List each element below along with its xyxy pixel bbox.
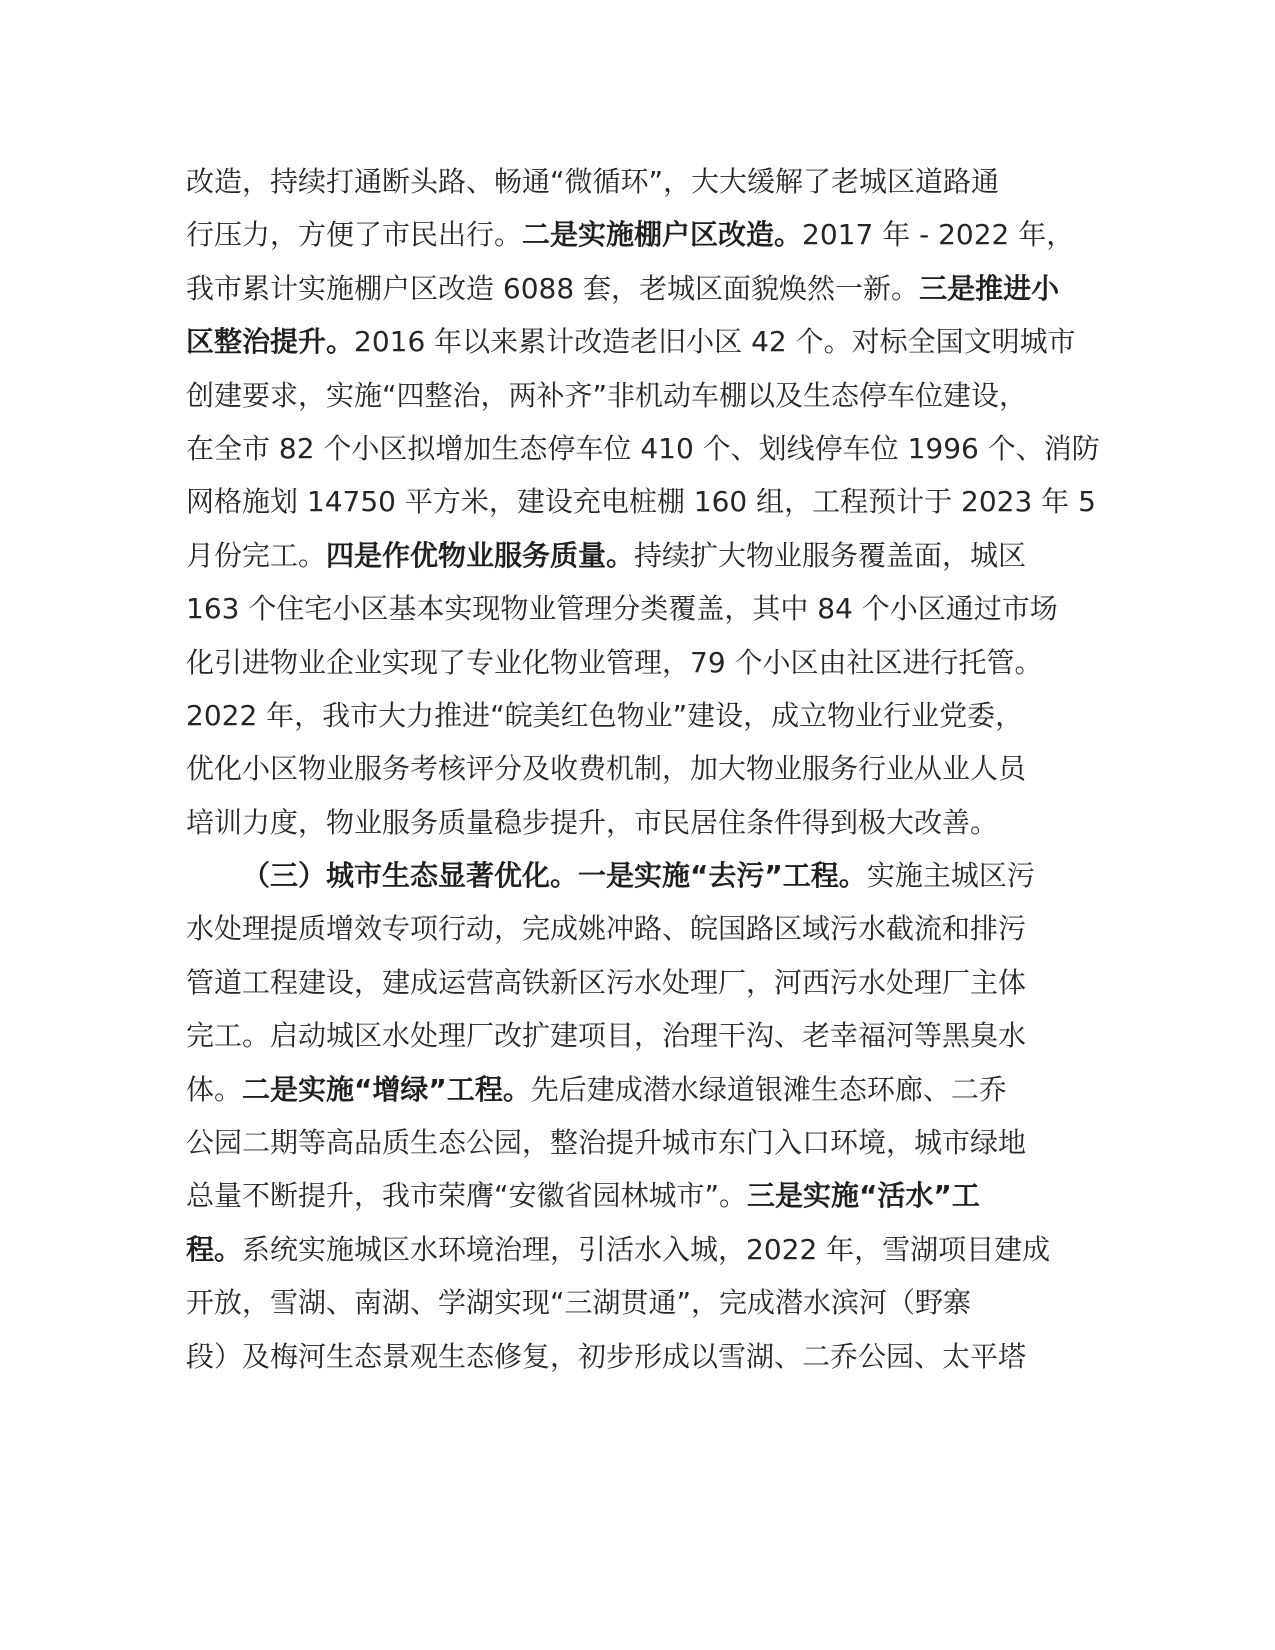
text-line bbox=[186, 155, 1086, 208]
text-run: 创建要求，实施“四整治，两补齐”非机动车棚以及生态停车位建设， bbox=[186, 378, 1028, 412]
text-line bbox=[186, 1330, 1086, 1383]
bold-text-run: 区整治提升。 bbox=[186, 325, 355, 359]
text-run: 163 个住宅小区基本实现物业管理分类覆盖，其中 84 个小区通过市场 bbox=[186, 592, 1058, 626]
bold-text-run: 二是实施“增绿”工程。 bbox=[242, 1072, 531, 1106]
bold-text-run: 程。 bbox=[186, 1232, 243, 1266]
text-run: 优化小区物业服务考核评分及收费机制，加大物业服务行业从业人员 bbox=[186, 752, 1027, 786]
text-line bbox=[186, 636, 1086, 689]
text-line bbox=[186, 582, 1086, 635]
bold-text-run: （三）城市生态显著优化。一是实施“去污”工程。 bbox=[242, 859, 867, 893]
text-run: 系统实施城区水环境治理，引活水入城，2022 年，雪湖项目建成 bbox=[242, 1232, 1051, 1266]
text-run: 先后建成潜水绿道银滩生态环廊、二乔 bbox=[530, 1072, 1007, 1106]
text-line bbox=[186, 208, 1086, 261]
bold-text-run: 二是实施棚户区改造。 bbox=[522, 218, 803, 252]
bold-text-run: 三是实施“活水”工 bbox=[747, 1179, 980, 1213]
text-run: 2016 年以来累计改造老旧小区 42 个。对标全国文明城市 bbox=[354, 325, 1076, 359]
text-line bbox=[186, 902, 1086, 955]
text-line bbox=[186, 689, 1086, 742]
text-line bbox=[186, 529, 1086, 582]
text-line bbox=[186, 422, 1100, 475]
text-run: 开放，雪湖、南湖、学湖实现“三湖贯通”，完成潜水滨河（野寨 bbox=[186, 1286, 972, 1320]
text-line bbox=[186, 956, 1086, 1009]
text-run: 化引进物业企业实现了专业化物业管理，79 个小区由社区进行托管。 bbox=[186, 645, 1043, 679]
text-line bbox=[186, 1223, 1086, 1276]
text-line bbox=[186, 1276, 1086, 1329]
text-run: 我市累计实施棚户区改造 6088 套，老城区面貌焕然一新。 bbox=[186, 271, 920, 305]
text-run: 在全市 82 个小区拟增加生态停车位 410 个、划线停车位 1996 个、消防 bbox=[186, 431, 1100, 465]
text-line bbox=[186, 1063, 1086, 1116]
text-run: 公园二期等高品质生态公园，整治提升城市东门入口环境，城市绿地 bbox=[186, 1126, 1027, 1160]
bold-text-run: 三是推进小 bbox=[919, 271, 1060, 305]
text-run: 完工。启动城区水处理厂改扩建项目，治理干沟、老幸福河等黑臭水 bbox=[186, 1019, 1027, 1053]
text-run: 段）及梅河生态景观生态修复，初步形成以雪湖、二乔公园、太平塔 bbox=[186, 1339, 1027, 1373]
text-line bbox=[186, 262, 1086, 315]
text-run: 总量不断提升，我市荣膺“安徽省园林城市”。 bbox=[186, 1179, 748, 1213]
text-run: 行压力，方便了市民出行。 bbox=[186, 218, 523, 252]
text-run: 管道工程建设，建成运营高铁新区污水处理厂，河西污水处理厂主体 bbox=[186, 965, 1027, 999]
text-run: 持续扩大物业服务覆盖面，城区 bbox=[634, 538, 1027, 572]
text-run: 改造，持续打通断头路、畅通“微循环”，大大缓解了老城区道路通 bbox=[186, 165, 1000, 198]
text-line bbox=[186, 849, 1086, 902]
text-run: 体。 bbox=[186, 1072, 243, 1106]
text-run: 月份完工。 bbox=[186, 538, 327, 572]
text-run: 实施主城区污 bbox=[866, 859, 1035, 893]
text-line bbox=[186, 315, 1086, 368]
body-text bbox=[186, 155, 1100, 1383]
text-run: 水处理提质增效专项行动，完成姚冲路、皖国路区域污水截流和排污 bbox=[186, 912, 1027, 946]
text-line bbox=[186, 369, 1086, 422]
text-run: 2022 年，我市大力推进“皖美红色物业”建设，成立物业行业党委， bbox=[186, 698, 1024, 732]
text-run: 2017 年 - 2022 年， bbox=[802, 218, 1075, 252]
text-line bbox=[186, 1009, 1086, 1062]
text-line bbox=[186, 796, 1086, 849]
text-run: 网格施划 14750 平方米，建设充电桩棚 160 组，工程预计于 2023 年 5 bbox=[186, 485, 1096, 519]
text-run: 培训力度，物业服务质量稳步提升，市民居住条件得到极大改善。 bbox=[186, 805, 999, 839]
text-line bbox=[186, 1116, 1086, 1169]
text-line bbox=[186, 742, 1086, 795]
text-line bbox=[186, 1169, 1086, 1222]
text-line bbox=[186, 475, 1096, 528]
bold-text-run: 四是作优物业服务质量。 bbox=[326, 538, 635, 572]
